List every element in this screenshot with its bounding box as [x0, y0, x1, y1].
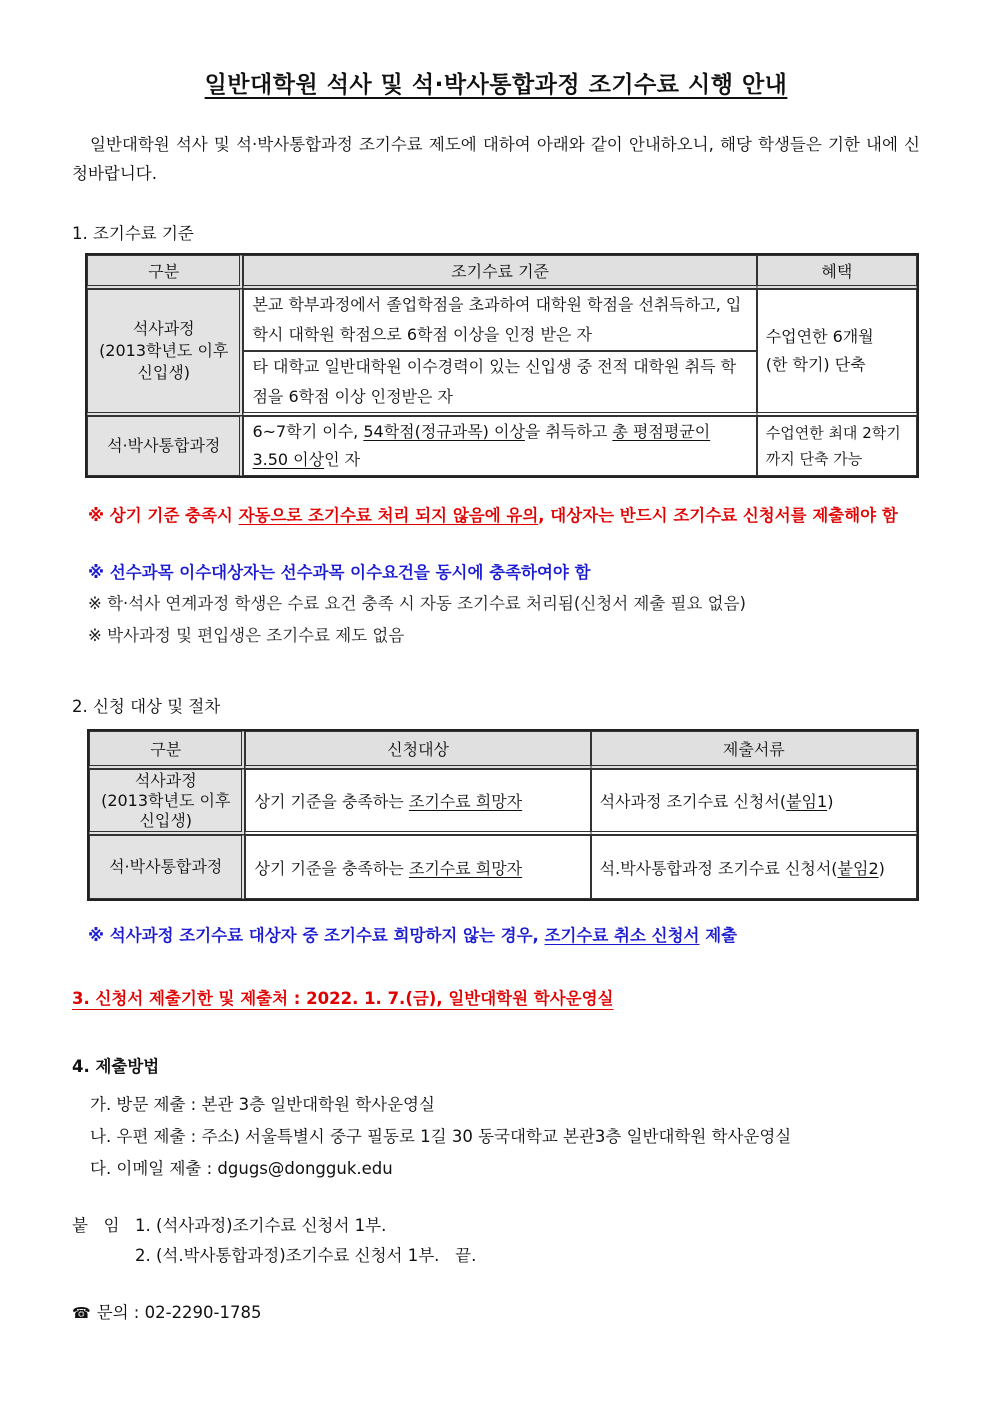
contact-text: 문의 : 02-2290-1785	[96, 1303, 262, 1322]
integrated-row	[87, 416, 917, 476]
attachment-2: 2. (석.박사통합과정)조기수료 신청서 1부. 끝.	[135, 1246, 477, 1265]
master-criteria-2: 타 대학교 일반대학원 이수경력이 있는 신입생 중 전적 대학원 취득 학점을 6학점 이상 인정받은 자	[243, 351, 756, 416]
note-linked-program: ※ 학·석사 연계과정 학생은 수료 요건 충족 시 자동 조기수료 처리됨(신청서 제출 필요 없음)	[88, 594, 746, 613]
application-table-header	[89, 731, 917, 769]
app-header-category: 구분	[89, 731, 245, 769]
app-header-target: 신청대상	[245, 731, 590, 769]
note-auto-completion: ※ 상기 기준 충족시 자동으로 조기수료 처리 되지 않음에 유의, 대상자는 반드시 조기수료 신청서를 제출해야 함	[88, 506, 898, 525]
section4-heading: 4. 제출방법	[72, 1057, 160, 1076]
method-email: 다. 이메일 제출 : dgugs@dongguk.edu	[90, 1159, 393, 1178]
application-table	[87, 729, 919, 901]
header-category: 구분	[87, 255, 243, 289]
page-title: 일반대학원 석사 및 석·박사통합과정 조기수료 시행 안내	[204, 72, 788, 98]
integrated-benefit: 수업연한 최대 2학기 까지 단축 가능	[757, 416, 917, 476]
note-prerequisite: ※ 선수과목 이수대상자는 선수과목 이수요건을 동시에 충족하여야 함	[88, 563, 591, 582]
app-master-document: 석사과정 조기수료 신청서(붙임1)	[591, 769, 917, 835]
intro-paragraph: 일반대학원 석사 및 석·박사통합과정 조기수료 제도에 대하여 아래와 같이 안내하오니, 해당 학생들은 기한 내에 신청바랍니다.	[72, 135, 920, 183]
master-category: 석사과정 (2013학년도 이후 신입생)	[87, 289, 243, 416]
app-row-master	[89, 769, 917, 835]
app-integrated-target: 상기 기준을 충족하는 조기수료 희망자	[245, 835, 590, 899]
method-visit: 가. 방문 제출 : 본관 3층 일반대학원 학사운영실	[90, 1095, 435, 1114]
header-criteria: 조기수료 기준	[243, 255, 756, 289]
phone-icon: ☎	[72, 1304, 91, 1322]
integrated-category: 석·박사통합과정	[87, 416, 243, 476]
deadline-heading: 3. 신청서 제출기한 및 제출처 : 2022. 1. 7.(금), 일반대학원 학사운영실	[72, 989, 614, 1008]
app-header-documents: 제출서류	[591, 731, 917, 769]
criteria-table-header	[87, 255, 917, 289]
note-cancel-request: ※ 석사과정 조기수료 대상자 중 조기수료 희망하지 않는 경우, 조기수료 취소 신청서 제출	[88, 926, 738, 945]
section2-heading: 2. 신청 대상 및 절차	[72, 697, 221, 716]
criteria-table	[85, 253, 919, 478]
header-benefit: 혜택	[757, 255, 917, 289]
app-master-target: 상기 기준을 충족하는 조기수료 희망자	[245, 769, 590, 835]
app-integrated-document: 석.박사통합과정 조기수료 신청서(붙임2)	[591, 835, 917, 899]
app-row-integrated	[89, 835, 917, 899]
integrated-criteria: 6~7학기 이수, 54학점(정규과목) 이상을 취득하고 총 평점평균이 3.50 이상인 자	[243, 416, 756, 476]
section1-heading: 1. 조기수료 기준	[72, 224, 194, 243]
app-master-category: 석사과정 (2013학년도 이후 신입생)	[89, 769, 245, 835]
app-integrated-category: 석·박사통합과정	[89, 835, 245, 899]
master-benefit: 수업연한 6개월 (한 학기) 단축	[757, 289, 917, 416]
method-mail: 나. 우편 제출 : 주소) 서울특별시 중구 필동로 1길 30 동국대학교 본관3층 일반대학원 학사운영실	[90, 1127, 792, 1146]
master-row-1	[87, 289, 917, 351]
master-criteria-1: 본교 학부과정에서 졸업학점을 초과하여 대학원 학점을 선취득하고, 입학시 대학원 학점으로 6학점 이상을 인정 받은 자	[243, 289, 756, 351]
note-doctoral: ※ 박사과정 및 편입생은 조기수료 제도 없음	[88, 626, 405, 645]
attachment-1: 1. (석사과정)조기수료 신청서 1부.	[135, 1216, 387, 1235]
attachments-label: 붙 임	[72, 1216, 120, 1235]
page-title-wrap	[0, 66, 992, 99]
contact-line	[72, 1298, 262, 1328]
